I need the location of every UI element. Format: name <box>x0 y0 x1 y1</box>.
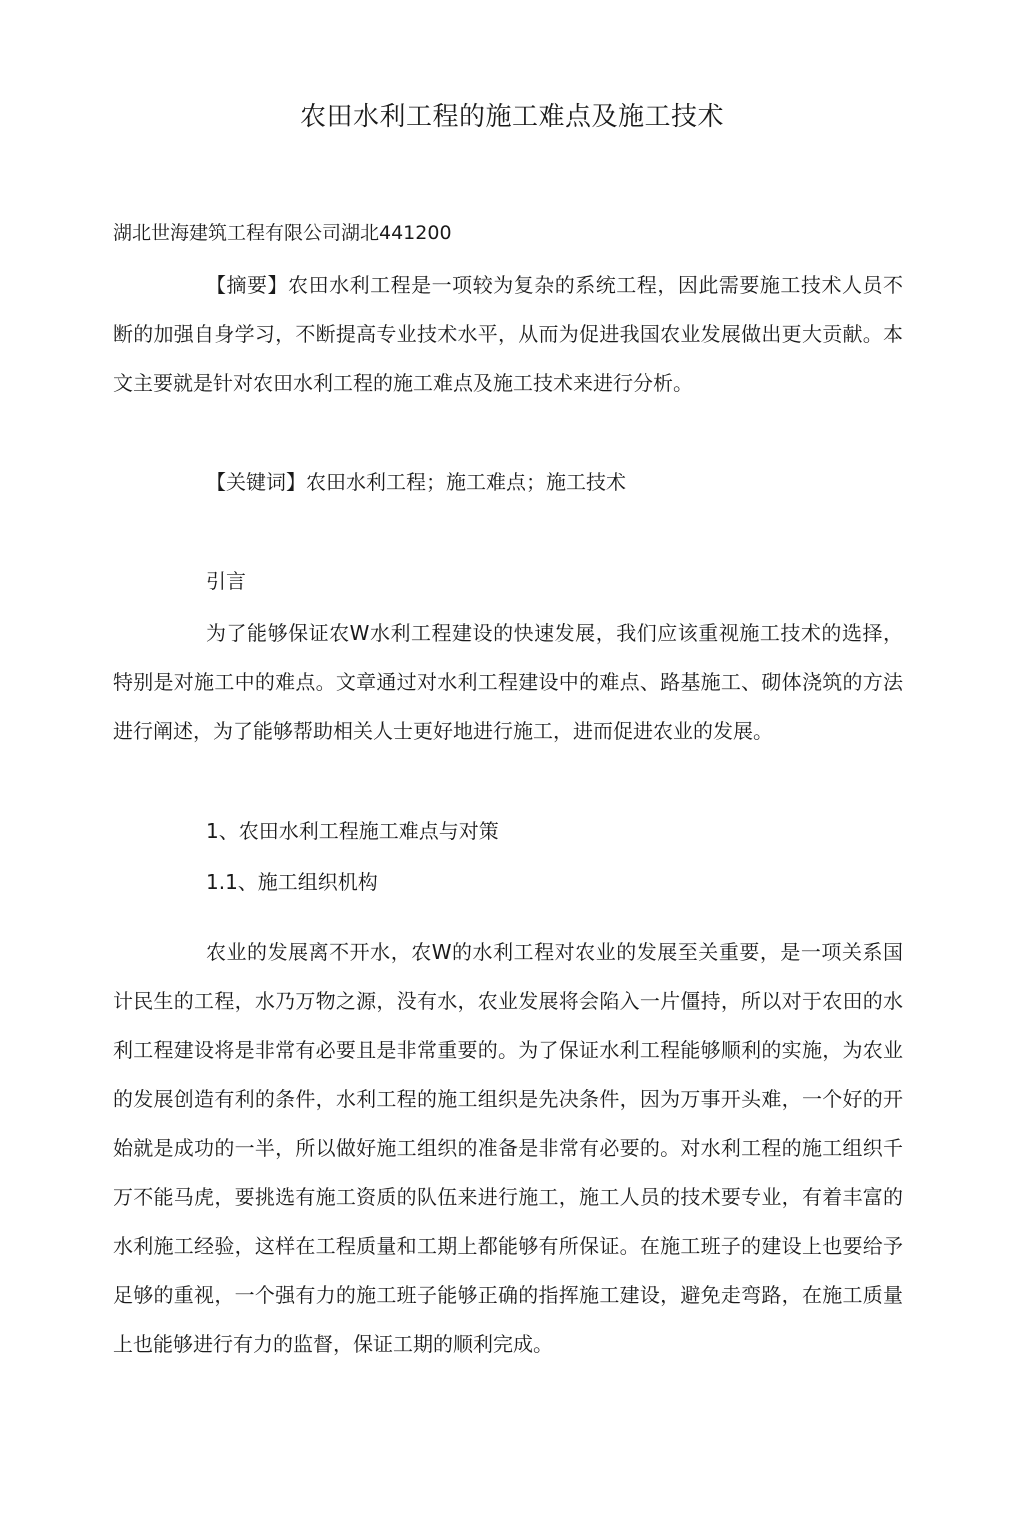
section-1-heading: 1、农田水利工程施工难点与对策 <box>206 819 499 843</box>
abstract-paragraph: 【摘要】农田水利工程是一项较为复杂的系统工程，因此需要施工技术人员不断的加强自身学习，不断提高专业技术水平，从而为促进我国农业发展做出更大贡献。本文主要就是针对农田水利工程的施工难点及施工技术来进行分析。 <box>113 273 903 395</box>
keywords-line: 【关键词】农田水利工程；施工难点；施工技术 <box>206 470 626 494</box>
author-affiliation: 湖北世海建筑工程有限公司湖北441200 <box>113 222 452 244</box>
section-1-1-heading: 1.1、施工组织机构 <box>206 870 378 894</box>
document-title: 农田水利工程的施工难点及施工技术 <box>299 102 724 132</box>
intro-paragraph: 为了能够保证农W水利工程建设的快速发展，我们应该重视施工技术的选择，特别是对施工中的难点。文章通过对水利工程建设中的难点、路基施工、砌体浇筑的方法进行阐述，为了能够帮助相关人士更好地进行施工，进而促进农业的发展。 <box>113 621 903 743</box>
intro-heading: 引言 <box>206 569 246 593</box>
section-1-1-paragraph: 农业的发展离不开水，农W的水利工程对农业的发展至关重要，是一项关系国计民生的工程，水乃万物之源，没有水，农业发展将会陷入一片僵持，所以对于农田的水利工程建设将是非常有必要且是非常重要的。为了保证水利工程能够顺利的实施，为农业的发展创造有利的条件，水利工程的施工组织是先决条件，因为万事开头难，一个好的开始就是成功的一半，所以做好施工组织的准备是非常有必要的。对水利工程的施工组织千万不能马虎，要挑选有施工资质的队伍来进行施工，施工人员的技术要专业，有着丰富的水利施工经验，这样在工程质量和工期上都能够有所保证。在施工班子的建设上也要给予足够的重视，一个强有力的施工班子能够正确的指挥施工建设，避免走弯路，在施工质量上也能够进行有力的监督，保证工期的顺利完成。 <box>113 940 903 1356</box>
